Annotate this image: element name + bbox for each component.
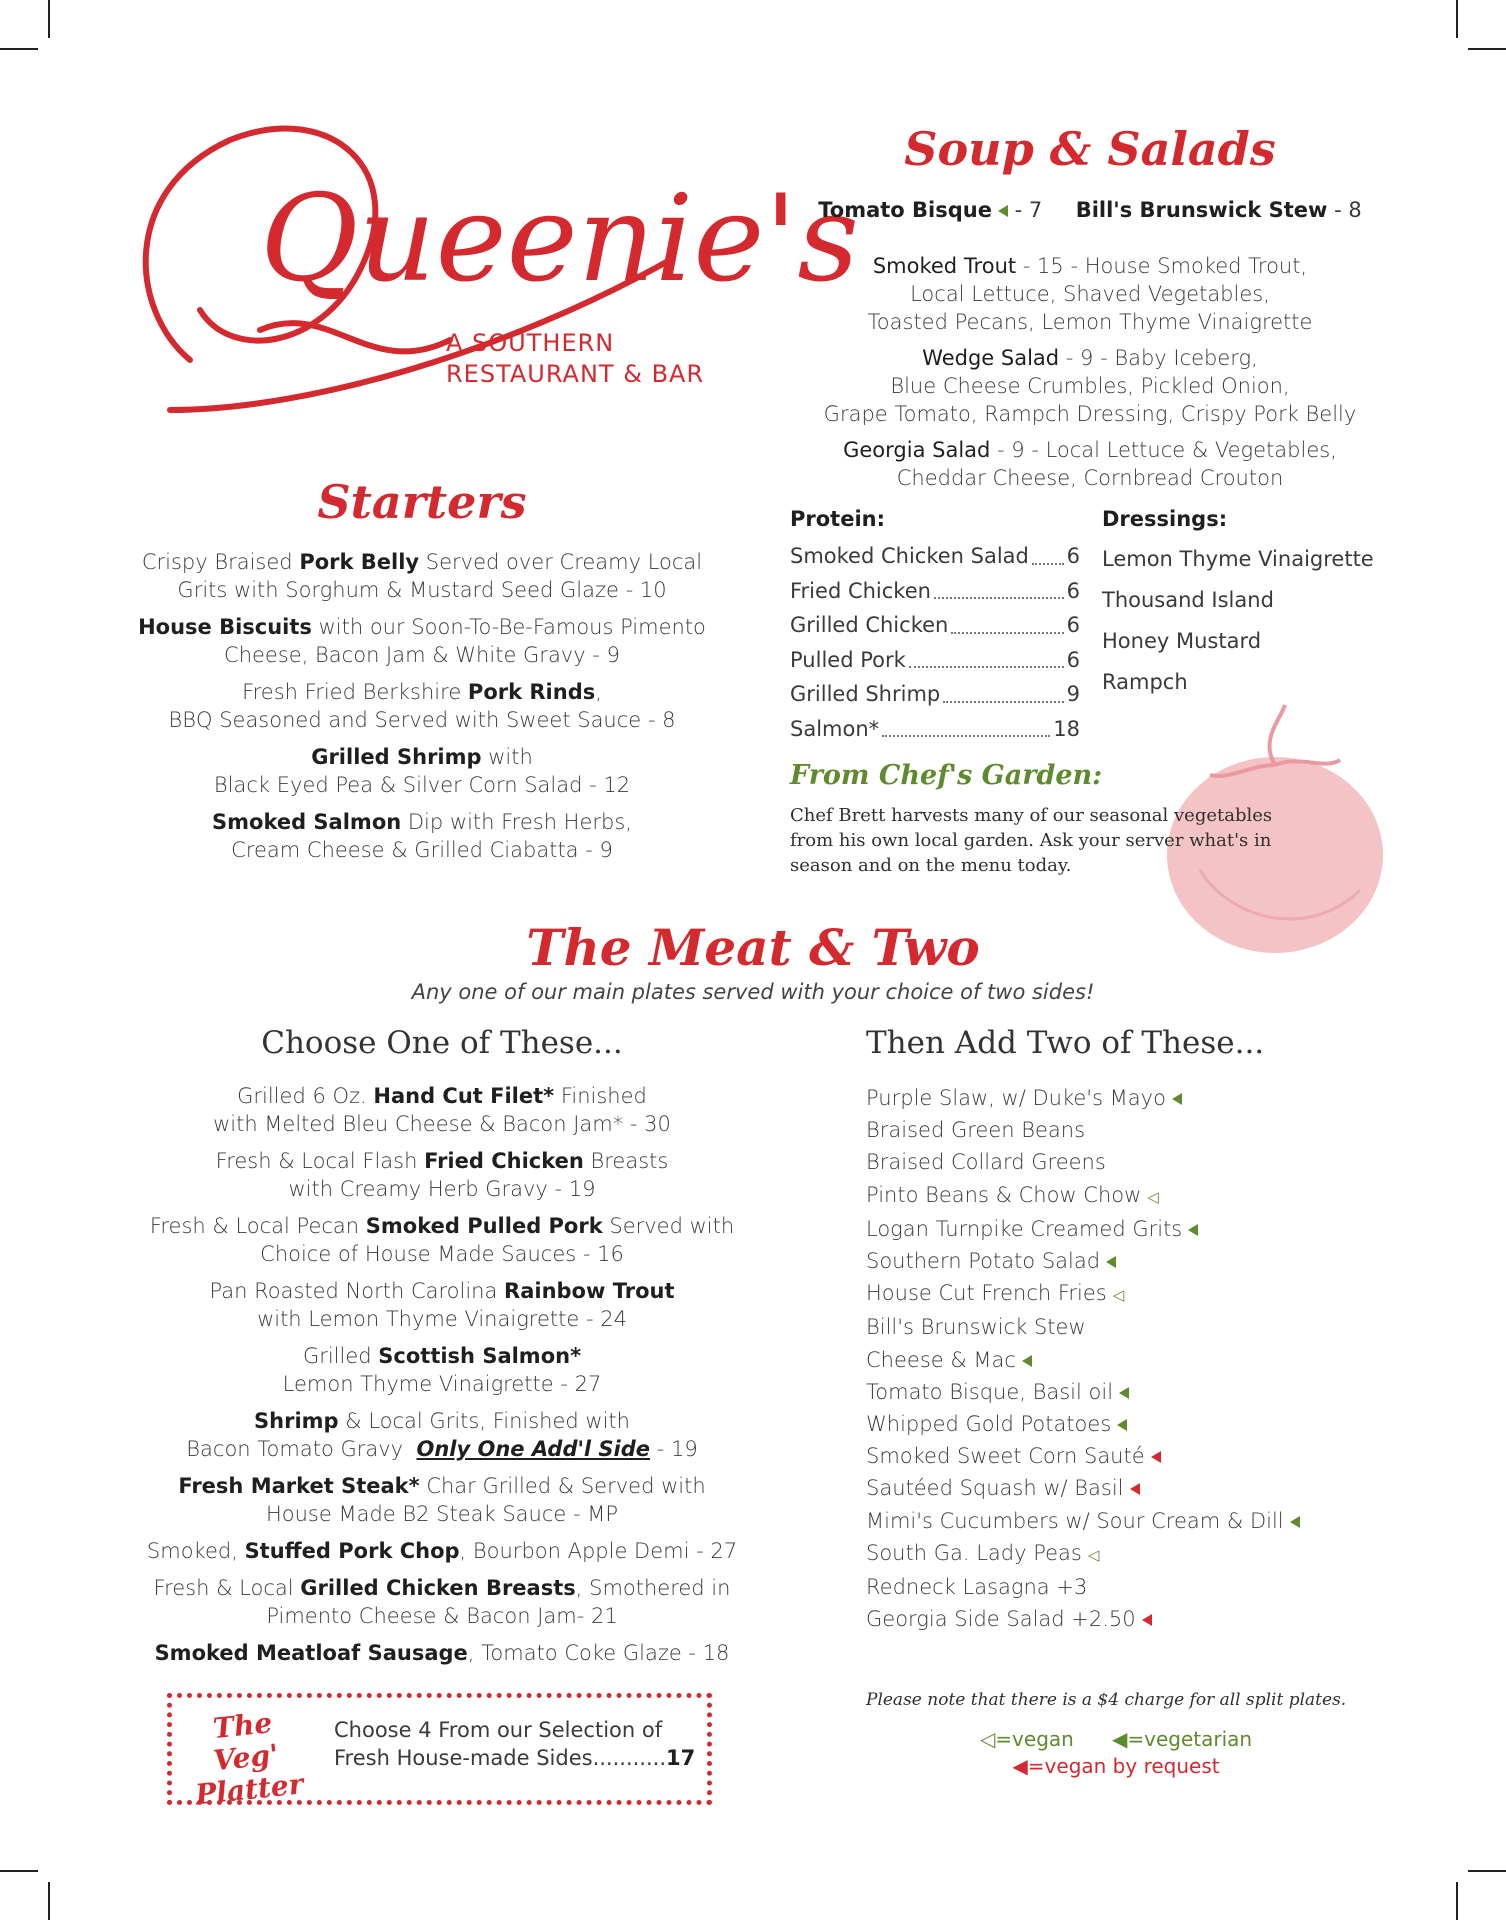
salad-line1: - 9 - Baby Iceberg, xyxy=(1059,346,1258,370)
protein-price: 6 xyxy=(1066,544,1080,568)
salad-name: Wedge Salad xyxy=(922,346,1060,370)
item-name: Fresh Market Steak* xyxy=(178,1474,420,1498)
salad-line3: Toasted Pecans, Lemon Thyme Vinaigrette xyxy=(867,310,1313,334)
soup2-name: Bill's Brunswick Stew xyxy=(1075,198,1328,222)
side-item xyxy=(866,1603,1300,1635)
item-detail: BBQ Seasoned and Served with Sweet Sauce - 8 xyxy=(168,708,676,732)
vegan-icon: ◁ xyxy=(979,1727,996,1751)
vegan-icon: ◁ xyxy=(1087,1545,1100,1564)
vegan-legend xyxy=(980,1727,1074,1751)
item-name: Scottish Salmon* xyxy=(378,1344,582,1368)
tagline-line1: A SOUTHERN xyxy=(446,329,615,357)
item-text: Finished xyxy=(554,1084,647,1108)
starters-title: Starters xyxy=(317,475,527,529)
protein-section xyxy=(790,507,1080,746)
item-detail: Cream Cheese & Grilled Ciabatta - 9 xyxy=(231,838,613,862)
side-name: House Cut French Fries xyxy=(866,1281,1107,1306)
protein-name: Pulled Pork xyxy=(790,647,906,672)
item-name: Grilled Shrimp xyxy=(311,745,482,769)
side-name: Sautéed Squash w/ Basil xyxy=(866,1476,1124,1501)
veg-platter-line: Fresh House-made Sides........... xyxy=(334,1746,666,1770)
item-text: Fresh Fried Berkshire xyxy=(242,680,468,704)
choose-heading: Choose One of These... xyxy=(261,1025,623,1061)
dressings-section xyxy=(1102,507,1374,703)
item-text: Dip with Fresh Herbs, xyxy=(401,810,632,834)
side-item xyxy=(866,1082,1300,1114)
protein-price: 6 xyxy=(1066,647,1080,672)
protein-row xyxy=(790,643,1080,678)
leader-dots xyxy=(943,677,1063,703)
item-name: House Biscuits xyxy=(138,615,312,639)
item-detail: Cheese, Bacon Jam & White Gravy - 9 xyxy=(224,643,620,667)
item-name: Grilled Chicken Breasts xyxy=(300,1576,576,1600)
side-item xyxy=(866,1472,1300,1504)
side-item xyxy=(866,1213,1300,1245)
soup1-price: - 7 xyxy=(1014,198,1043,222)
side-name: Braised Green Beans xyxy=(866,1118,1086,1143)
crop-mark xyxy=(1468,1870,1506,1872)
legend-label: =vegetarian xyxy=(1127,1727,1253,1751)
logo-wordmark: Queenie's xyxy=(260,170,859,309)
item-name: Smoked Meatloaf Sausage xyxy=(154,1641,468,1665)
salad-name: Georgia Salad xyxy=(843,438,991,462)
item-name: Shrimp xyxy=(254,1409,339,1433)
vegan-by-request-icon xyxy=(1142,1614,1152,1626)
side-name: Logan Turnpike Creamed Grits xyxy=(866,1216,1183,1241)
side-name: Redneck Lasagna +3 xyxy=(866,1575,1088,1600)
side-name: Cheese & Mac xyxy=(866,1347,1016,1372)
vegetarian-icon xyxy=(1188,1224,1198,1236)
chef-garden-text xyxy=(790,803,1272,878)
meat-two-title: The Meat & Two xyxy=(526,918,980,977)
item-detail: Choice of House Made Sauces - 16 xyxy=(260,1242,624,1266)
side-item xyxy=(866,1571,1300,1603)
veg-platter-title-line: The Veg' xyxy=(211,1706,281,1778)
item-text: , Tomato Coke Glaze - 18 xyxy=(467,1641,730,1665)
add-heading: Then Add Two of These... xyxy=(866,1025,1265,1061)
salad-line3: Grape Tomato, Rampch Dressing, Crispy Pork Belly xyxy=(823,402,1357,426)
leader-dots xyxy=(882,712,1050,738)
side-item xyxy=(866,1146,1300,1178)
item-detail: with Lemon Thyme Vinaigrette - 24 xyxy=(257,1307,627,1331)
main-item xyxy=(122,1277,762,1333)
item-name: Pork Belly xyxy=(299,550,420,574)
crop-mark xyxy=(1468,48,1506,50)
starter-item xyxy=(122,678,722,734)
chef-garden-title: From Chef's Garden: xyxy=(790,760,1103,791)
one-side-note: Only One Add'l Side xyxy=(416,1437,651,1461)
split-plate-note: Please note that there is a $4 charge for all split plates. xyxy=(866,1690,1347,1710)
vegetarian-icon xyxy=(1106,1256,1116,1268)
dressing-item: Honey Mustard xyxy=(1102,629,1262,653)
vegetarian-icon xyxy=(1117,1419,1127,1431)
legend-label: =vegan by request xyxy=(1027,1754,1220,1778)
crop-mark xyxy=(0,1870,38,1872)
brand-tagline xyxy=(446,328,704,390)
protein-price: 6 xyxy=(1066,613,1080,637)
veg-platter-text xyxy=(334,1716,695,1772)
starter-item xyxy=(122,548,722,604)
vegetarian-icon xyxy=(1119,1387,1129,1399)
protein-price: 18 xyxy=(1053,716,1080,741)
legend-label: =vegan xyxy=(995,1727,1074,1751)
starters-list xyxy=(122,548,722,873)
item-detail: Black Eyed Pea & Silver Corn Salad - 12 xyxy=(213,773,631,797)
protein-price: 9 xyxy=(1066,682,1080,706)
item-text: with our Soon-To-Be-Famous Pimento xyxy=(311,615,706,639)
item-text: Smoked, xyxy=(146,1539,245,1563)
side-name: Braised Collard Greens xyxy=(866,1150,1106,1175)
crop-mark xyxy=(1456,0,1458,38)
item-name: Stuffed Pork Chop xyxy=(244,1539,460,1563)
vegan-by-request-legend xyxy=(866,1753,1366,1780)
veg-platter-title-line: Platter xyxy=(193,1767,305,1812)
veg-platter-title xyxy=(181,1704,310,1812)
crop-mark xyxy=(48,0,50,38)
leader-dots xyxy=(934,574,1064,600)
side-item xyxy=(866,1277,1300,1311)
side-name: Georgia Side Salad +2.50 xyxy=(866,1607,1136,1632)
soup2-price: - 8 xyxy=(1334,198,1362,222)
main-item xyxy=(122,1082,762,1138)
main-item xyxy=(122,1574,762,1630)
vegetarian-icon xyxy=(1172,1093,1182,1105)
salad-item xyxy=(790,344,1390,428)
starter-item xyxy=(122,613,722,669)
item-price: - 19 xyxy=(650,1437,698,1461)
vegan-icon: ◁ xyxy=(1112,1286,1125,1305)
side-item xyxy=(866,1440,1300,1472)
salad-line1: - 9 - Local Lettuce & Vegetables, xyxy=(990,438,1337,462)
side-name: Smoked Sweet Corn Sauté xyxy=(866,1444,1145,1469)
item-text: , Bourbon Apple Demi - 27 xyxy=(459,1539,738,1563)
protein-row xyxy=(790,677,1080,712)
dressing-item: Thousand Island xyxy=(1102,588,1274,612)
item-text: Grilled 6 Oz. xyxy=(237,1084,374,1108)
protein-name: Fried Chicken xyxy=(790,578,931,603)
item-detail: with Melted Bleu Cheese & Bacon Jam* - 30 xyxy=(213,1112,671,1136)
side-name: Purple Slaw, w/ Duke's Mayo xyxy=(866,1086,1166,1110)
salads-list xyxy=(790,252,1390,492)
item-text: Fresh & Local Pecan xyxy=(149,1214,366,1238)
leader-dots xyxy=(1032,539,1064,565)
salad-line2: Local Lettuce, Shaved Vegetables, xyxy=(910,282,1270,306)
veg-platter-price: 17 xyxy=(666,1746,696,1770)
item-text: , Smothered in xyxy=(575,1576,731,1600)
crop-mark xyxy=(1456,1882,1458,1920)
salad-item xyxy=(790,436,1390,492)
item-text: Pan Roasted North Carolina xyxy=(209,1279,505,1303)
vegetarian-legend xyxy=(1112,1727,1252,1751)
main-item xyxy=(122,1342,762,1398)
main-item xyxy=(122,1537,762,1565)
item-text: Grilled xyxy=(302,1344,379,1368)
side-name: Whipped Gold Potatoes xyxy=(866,1412,1112,1437)
item-detail: Lemon Thyme Vinaigrette - 27 xyxy=(282,1372,602,1396)
side-name: Southern Potato Salad xyxy=(866,1249,1101,1274)
protein-row xyxy=(790,539,1080,574)
vegetarian-icon xyxy=(998,205,1008,217)
side-item xyxy=(866,1376,1300,1408)
starter-item xyxy=(122,743,722,799)
item-detail: Grits with Sorghum & Mustard Seed Glaze - 10 xyxy=(177,578,667,602)
side-name: Tomato Bisque, Basil oil xyxy=(866,1379,1114,1404)
vegan-by-request-icon: ◀ xyxy=(1012,1754,1028,1778)
sides-list xyxy=(866,1082,1300,1635)
item-name: Smoked Pulled Pork xyxy=(365,1214,603,1238)
tagline-line2: RESTAURANT & BAR xyxy=(446,360,705,388)
veg-platter-box xyxy=(167,1693,712,1812)
side-item xyxy=(866,1344,1300,1376)
soup1-name: Tomato Bisque xyxy=(818,198,992,222)
soups-line xyxy=(790,198,1390,222)
salad-name: Smoked Trout xyxy=(872,254,1017,278)
salad-line2: Blue Cheese Crumbles, Pickled Onion, xyxy=(890,374,1290,398)
item-text: , xyxy=(595,680,602,704)
dressing-item: Lemon Thyme Vinaigrette xyxy=(1102,547,1374,571)
meat-two-subtitle: Any one of our main plates served with your choice of two sides! xyxy=(411,980,1095,1004)
item-name: Pork Rinds xyxy=(467,680,596,704)
side-name: Pinto Beans & Chow Chow xyxy=(866,1182,1142,1207)
item-name: Hand Cut Filet* xyxy=(373,1084,555,1108)
side-item xyxy=(866,1505,1300,1537)
vegan-by-request-icon xyxy=(1130,1483,1140,1495)
veg-platter-line: Choose 4 From our Selection of xyxy=(334,1718,663,1742)
item-text: Crispy Braised xyxy=(141,550,300,574)
item-detail: House Made B2 Steak Sauce - MP xyxy=(265,1502,619,1526)
side-item xyxy=(866,1114,1300,1146)
side-item xyxy=(866,1179,1300,1213)
protein-name: Salmon* xyxy=(790,716,880,741)
item-text: Fresh & Local xyxy=(153,1576,301,1600)
chef-garden-line: from his own local garden. Ask your server what's in xyxy=(790,830,1272,851)
protein-row xyxy=(790,712,1080,747)
item-text: Fresh & Local Flash xyxy=(215,1149,425,1173)
protein-row xyxy=(790,608,1080,643)
main-item xyxy=(122,1472,762,1528)
vegetarian-icon: ◀ xyxy=(1111,1727,1128,1751)
vegan-icon: ◁ xyxy=(1147,1187,1159,1206)
protein-price: 6 xyxy=(1066,578,1080,603)
item-text: Breasts xyxy=(583,1149,669,1173)
item-name: Rainbow Trout xyxy=(504,1279,675,1303)
leader-dots xyxy=(951,608,1063,634)
chef-garden-line: season and on the menu today. xyxy=(790,855,1072,876)
item-detail: with Creamy Herb Gravy - 19 xyxy=(288,1177,596,1201)
vegetarian-icon xyxy=(1022,1355,1032,1367)
protein-heading: Protein: xyxy=(790,507,886,531)
protein-name: Smoked Chicken Salad xyxy=(790,544,1029,568)
vegan-by-request-icon xyxy=(1151,1451,1161,1463)
side-item xyxy=(866,1245,1300,1277)
main-item xyxy=(122,1212,762,1268)
salad-line1: - 15 - House Smoked Trout, xyxy=(1016,254,1308,278)
dressings-heading: Dressings: xyxy=(1102,507,1228,531)
leader-dots xyxy=(909,643,1064,669)
chef-garden-line: Chef Brett harvests many of our seasonal vegetables xyxy=(790,805,1273,826)
item-name: Smoked Salmon xyxy=(212,810,402,834)
crop-mark xyxy=(0,48,38,50)
item-detail: Bacon Tomato Gravy xyxy=(186,1437,404,1461)
side-name: Bill's Brunswick Stew xyxy=(866,1315,1086,1340)
side-name: Mimi's Cucumbers w/ Sour Cream & Dill xyxy=(866,1508,1284,1533)
soup-salads-title: Soup & Salads xyxy=(904,122,1276,176)
item-text: Served with xyxy=(602,1214,735,1238)
item-text: with xyxy=(481,745,533,769)
main-item xyxy=(122,1639,762,1667)
protein-row xyxy=(790,574,1080,609)
starter-item xyxy=(122,808,722,864)
side-name: South Ga. Lady Peas xyxy=(866,1540,1082,1565)
protein-name: Grilled Shrimp xyxy=(790,682,941,706)
protein-name: Grilled Chicken xyxy=(790,613,949,637)
crop-mark xyxy=(48,1882,50,1920)
legend xyxy=(866,1726,1366,1780)
mains-list xyxy=(122,1082,762,1676)
item-text: & Local Grits, Finished with xyxy=(338,1409,630,1433)
item-detail: Pimento Cheese & Bacon Jam- 21 xyxy=(266,1604,618,1628)
main-item xyxy=(122,1407,762,1463)
salad-line2: Cheddar Cheese, Cornbread Crouton xyxy=(896,466,1284,490)
dressing-item: Rampch xyxy=(1102,670,1188,694)
side-item xyxy=(866,1408,1300,1440)
salad-item xyxy=(790,252,1390,336)
item-text: Served over Creamy Local xyxy=(419,550,703,574)
vegetarian-icon xyxy=(1290,1516,1300,1528)
item-text: Char Grilled & Served with xyxy=(419,1474,706,1498)
side-item xyxy=(866,1311,1300,1343)
item-name: Fried Chicken xyxy=(424,1149,584,1173)
main-item xyxy=(122,1147,762,1203)
side-item xyxy=(866,1537,1300,1571)
